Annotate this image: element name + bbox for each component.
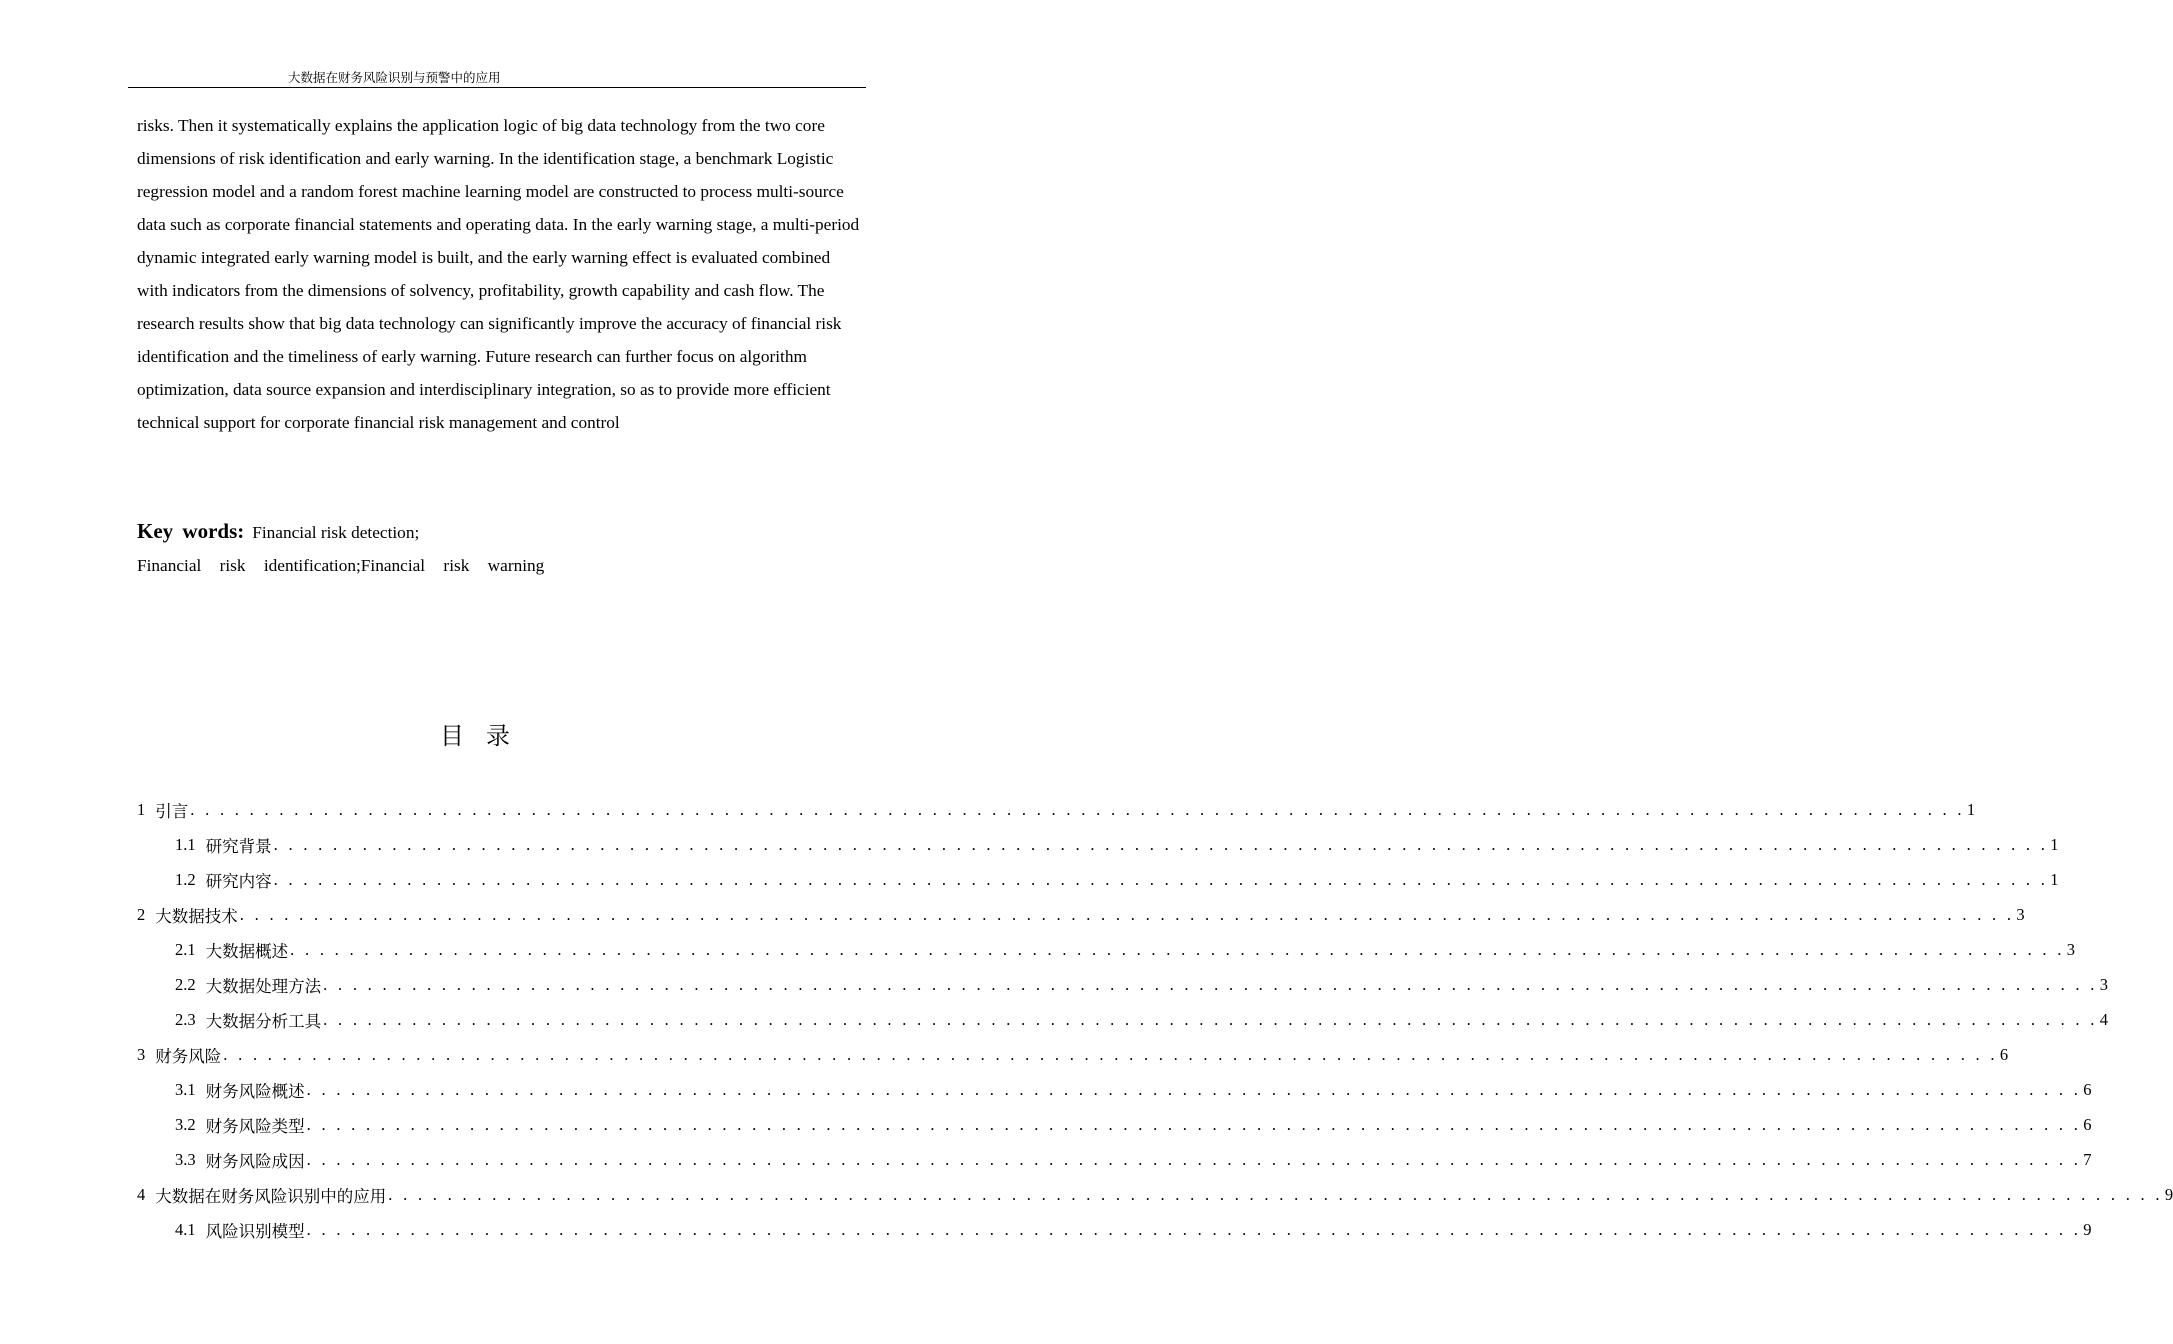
toc-entry-page: 9 (2083, 1219, 2092, 1239)
toc-entry-title: 研究背景 (205, 836, 272, 856)
toc-dot-leader: . . . . . . . . . . . . . . . . . . . . . . . . . . . . . . . . . . . . . . . . . . . . . . . . . . . . . . . . . . . . . . . . . . . . . . . . . . . . . . . . . . . . . . . . . . . . . . . . . . . . . . . . . . . . . . . . . . . . . . . . (323, 974, 2098, 994)
toc-entry[interactable] (137, 1142, 2092, 1177)
toc-entry[interactable] (137, 897, 2025, 932)
toc-entry-page: 7 (2083, 1149, 2092, 1169)
toc-entry-number: 3.2 (175, 1114, 196, 1134)
toc-entry-title: 引言 (155, 801, 189, 821)
toc-dot-leader: . . . . . . . . . . . . . . . . . . . . . . . . . . . . . . . . . . . . . . . . . . . . . . . . . . . . . . . . . . . . . . . . . . . . . . . . . . . . . . . . . . . . . . . . . . . . . . . . . . . . . . . . . . . . . . . . . . . . . . . . (306, 1149, 2082, 1169)
toc-entry-page: 1 (2050, 834, 2059, 854)
toc-entry[interactable] (137, 827, 2059, 862)
toc-entry-number: 4 (137, 1184, 146, 1204)
toc-entry-title: 风险识别模型 (205, 1221, 305, 1241)
toc-entry-number: 3 (137, 1044, 146, 1064)
toc-entry-page: 6 (1999, 1044, 2009, 1064)
toc-entry[interactable] (137, 1072, 2092, 1107)
page-header (128, 69, 866, 88)
toc-entry-page: 1 (1966, 799, 1976, 819)
toc-entry-page: 6 (2083, 1114, 2092, 1134)
toc-entry-title: 财务风险概述 (205, 1081, 305, 1101)
toc-dot-leader: . . . . . . . . . . . . . . . . . . . . . . . . . . . . . . . . . . . . . . . . . . . . . . . . . . . . . . . . . . . . . . . . . . . . . . . . . . . . . . . . . . . . . . . . . . . . . . . . . . . . . . . . . . . . . . . . . . . . . . . . (239, 904, 2015, 924)
abstract-paragraph: risks. Then it systematically explains the application logic of big data technology from the two core dimensions of risk identification and early warning. In the identification stage, a benchmark Logistic regression model and a random forest machine learning model are constructed to process multi-source data such as corporate financial statements and operating data. In the early warning stage, a multi-period dynamic integrated early warning model is built, and the early warning effect is evaluated combined with indicators from the dimensions of solvency, profitability, growth capability and cash flow. The research results show that big data technology can significantly improve the accuracy of financial risk identification and the timeliness of early warning. Future research can further focus on algorithm optimization, data source expansion and interdisciplinary integration, so as to provide more efficient technical support for corporate financial risk management and control (137, 116, 860, 432)
toc-entry-title: 大数据处理方法 (205, 976, 322, 996)
toc-dot-leader: . . . . . . . . . . . . . . . . . . . . . . . . . . . . . . . . . . . . . . . . . . . . . . . . . . . . . . . . . . . . . . . . . . . . . . . . . . . . . . . . . . . . . . . . . . . . . . . . . . . . . . . . . . . . . . . . . . . . . . . . (273, 869, 2049, 889)
toc-entry-page: 3 (2016, 904, 2025, 924)
toc-entry-page: 3 (2099, 974, 2108, 994)
toc-title: 目录 (440, 722, 532, 750)
toc-dot-leader: . . . . . . . . . . . . . . . . . . . . . . . . . . . . . . . . . . . . . . . . . . . . . . . . . . . . . . . . . . . . . . . . . . . . . . . . . . . . . . . . . . . . . . . . . . . . . . . . . . . . . . . . . . . . . . . . . . . . . . . . (190, 799, 1965, 819)
toc-entry-page: 3 (2066, 939, 2075, 959)
toc-entry[interactable] (137, 1037, 2009, 1072)
toc-dot-leader: . . . . . . . . . . . . . . . . . . . . . . . . . . . . . . . . . . . . . . . . . . . . . . . . . . . . . . . . . . . . . . . . . . . . . . . . . . . . . . . . . . . . . . . . . . . . . . . . . . . . . . . . . . . . . . . . . . . . . . . . (306, 1114, 2082, 1134)
toc-entry-number: 2 (137, 904, 146, 924)
toc-entry-title: 财务风险 (155, 1046, 222, 1066)
toc-entry-number: 1.1 (175, 834, 196, 854)
toc-entry-title: 研究内容 (205, 871, 272, 891)
keywords-section (137, 515, 862, 581)
toc-entry[interactable] (137, 1107, 2092, 1142)
toc-entry-number: 3.3 (175, 1149, 196, 1169)
toc-entry[interactable] (137, 862, 2059, 897)
toc-dot-leader: . . . . . . . . . . . . . . . . . . . . . . . . . . . . . . . . . . . . . . . . . . . . . . . . . . . . . . . . . . . . . . . . . . . . . . . . . . . . . . . . . . . . . . . . . . . . . . . . . . . . . . . . . . . . . . . . . . . . . . . . (273, 834, 2049, 854)
toc-entry-title: 大数据概述 (205, 941, 289, 961)
toc-entry-title: 财务风险成因 (205, 1151, 305, 1171)
toc-dot-leader: . . . . . . . . . . . . . . . . . . . . . . . . . . . . . . . . . . . . . . . . . . . . . . . . . . . . . . . . . . . . . . . . . . . . . . . . . . . . . . . . . . . . . . . . . . . . . . . . . . . . . . . . . . . . . . . . . . . . . . . . (323, 1009, 2098, 1029)
toc-entry-title: 大数据在财务风险识别中的应用 (155, 1186, 387, 1206)
keywords-text-1: Financial risk detection; (252, 523, 420, 542)
toc-entry[interactable] (137, 1002, 2108, 1037)
toc-entry[interactable] (137, 967, 2108, 1002)
table-of-contents (137, 792, 2173, 1247)
toc-entry[interactable] (137, 1212, 2092, 1247)
toc-dot-leader: . . . . . . . . . . . . . . . . . . . . . . . . . . . . . . . . . . . . . . . . . . . . . . . . . . . . . . . . . . . . . . . . . . . . . . . . . . . . . . . . . . . . . . . . . . . . . . . . . . . . . . . . . . . . . . . . . . . . . . . . (388, 1184, 2163, 1204)
toc-entry-number: 1 (137, 799, 146, 819)
toc-entry-number: 2.2 (175, 974, 196, 994)
toc-dot-leader: . . . . . . . . . . . . . . . . . . . . . . . . . . . . . . . . . . . . . . . . . . . . . . . . . . . . . . . . . . . . . . . . . . . . . . . . . . . . . . . . . . . . . . . . . . . . . . . . . . . . . . . . . . . . . . . . . . . . . . . . (306, 1219, 2082, 1239)
toc-entry-title: 大数据技术 (155, 906, 238, 926)
toc-entry-page: 9 (2164, 1184, 2173, 1204)
keywords-label: Key words: (137, 519, 245, 543)
keywords-line-2: Financial risk identification;Financial risk warning (137, 556, 545, 575)
toc-entry-page: 1 (2050, 869, 2059, 889)
toc-entry-number: 2.3 (175, 1009, 196, 1029)
toc-entry[interactable] (137, 792, 1976, 827)
toc-dot-leader: . . . . . . . . . . . . . . . . . . . . . . . . . . . . . . . . . . . . . . . . . . . . . . . . . . . . . . . . . . . . . . . . . . . . . . . . . . . . . . . . . . . . . . . . . . . . . . . . . . . . . . . . . . . . . . . . . . . . . . . . (223, 1044, 1998, 1064)
toc-entry-number: 1.2 (175, 869, 196, 889)
keywords-line-1 (137, 515, 862, 548)
toc-dot-leader: . . . . . . . . . . . . . . . . . . . . . . . . . . . . . . . . . . . . . . . . . . . . . . . . . . . . . . . . . . . . . . . . . . . . . . . . . . . . . . . . . . . . . . . . . . . . . . . . . . . . . . . . . . . . . . . . . . . . . . . . (306, 1079, 2082, 1099)
toc-entry-title: 财务风险类型 (205, 1116, 305, 1136)
toc-entry-title: 大数据分析工具 (205, 1011, 322, 1031)
header-title: 大数据在财务风险识别与预警中的应用 (288, 70, 501, 85)
toc-dot-leader: . . . . . . . . . . . . . . . . . . . . . . . . . . . . . . . . . . . . . . . . . . . . . . . . . . . . . . . . . . . . . . . . . . . . . . . . . . . . . . . . . . . . . . . . . . . . . . . . . . . . . . . . . . . . . . . . . . . . . . . . (290, 939, 2065, 959)
toc-entry-number: 4.1 (175, 1219, 196, 1239)
toc-entry-number: 3.1 (175, 1079, 196, 1099)
toc-entry-page: 4 (2099, 1009, 2108, 1029)
toc-entry-number: 2.1 (175, 939, 196, 959)
toc-entry[interactable] (137, 932, 2075, 967)
toc-entry-page: 6 (2083, 1079, 2092, 1099)
toc-entry[interactable] (137, 1177, 2173, 1212)
